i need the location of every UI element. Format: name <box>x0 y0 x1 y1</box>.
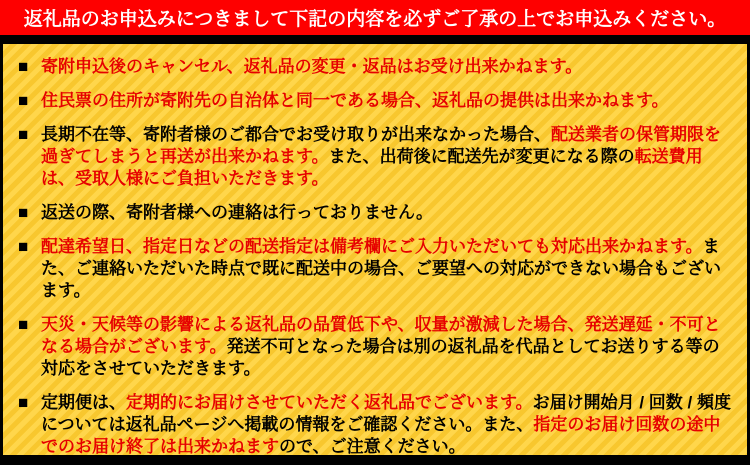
notice-text-segment: 配達希望日、指定日などの配送指定は備考欄にご入力いただいても対応出来かねます。 <box>41 237 703 256</box>
notice-text <box>41 236 735 302</box>
notice-text-segment: 定期的にお届けさせていただく返礼品でございます。 <box>126 393 533 412</box>
header-bar <box>0 0 750 35</box>
notice-text-segment: 返送の際、寄附者様への連絡は行っておりません。 <box>41 203 434 222</box>
notice-text-segment: 配送業者の保管期限を過ぎてしまうと再送が出来かねます。 <box>41 125 721 166</box>
notice-text-segment: 住民票の住所が寄附先の自治体と同一である場合、返礼品の提供は出来かねます。 <box>41 91 669 110</box>
notice-text-segment: 長期不在等、寄附者様のご都合でお受け取りが出来なかった場合、 <box>41 125 551 144</box>
bullet-square-icon: ■ <box>18 57 29 76</box>
notice-item <box>18 314 735 380</box>
bullet-square-icon: ■ <box>18 393 29 412</box>
notice-text-segment: ので、ご注意ください。 <box>279 437 466 455</box>
notice-text-segment: 寄附申込後のキャンセル、返礼品の変更・返品はお受け出来かねます。 <box>41 57 583 76</box>
bullet-square-icon: ■ <box>18 91 29 110</box>
notice-panel <box>3 44 747 455</box>
notice-text-segment: お届け開始月 / 回数 / 頻度については返礼品ページへ掲載の情報をご確認ください。また、 <box>41 393 731 434</box>
notice-list <box>18 56 735 455</box>
notice-item <box>18 56 735 78</box>
notice-item <box>18 202 735 224</box>
notice-item <box>18 236 735 302</box>
notice-text-segment: 発送不可となった場合は別の返礼品を代品としてお送りする等の対応をさせていただきます。 <box>41 337 720 378</box>
notice-text-segment: 指定のお届け回数の途中でのお届け終了は出来かねます <box>41 415 721 455</box>
notice-text-segment: また、出荷後に配送先が変更になる際の <box>328 147 635 166</box>
bullet-square-icon: ■ <box>18 203 29 222</box>
notice-text-segment: 定期便は、 <box>41 393 126 412</box>
notice-text <box>41 56 735 78</box>
notice-item <box>18 124 735 190</box>
notice-text <box>41 124 735 190</box>
bullet-square-icon: ■ <box>18 315 29 334</box>
notice-text <box>41 90 735 112</box>
header-title: 返礼品のお申込みにつきまして下記の内容を必ずご了承の上でお申込みください。 <box>23 9 727 30</box>
notice-text <box>41 202 735 224</box>
notice-item <box>18 90 735 112</box>
bullet-square-icon: ■ <box>18 237 29 256</box>
notice-text-segment: また、ご連絡いただいた時点で既に配送中の場合、ご要望への対応ができない場合もございます。 <box>41 237 721 300</box>
notice-text <box>41 314 735 380</box>
notice-text-segment: 転送費用は、受取人様にご負担いただきます。 <box>41 147 703 188</box>
bullet-square-icon: ■ <box>18 125 29 144</box>
notice-text <box>41 392 735 455</box>
notice-item <box>18 392 735 455</box>
notice-text-segment: 天災・天候等の影響による返礼品の品質低下や、収量が激減した場合、発送遅延・不可となる場合がございます。 <box>41 315 721 356</box>
